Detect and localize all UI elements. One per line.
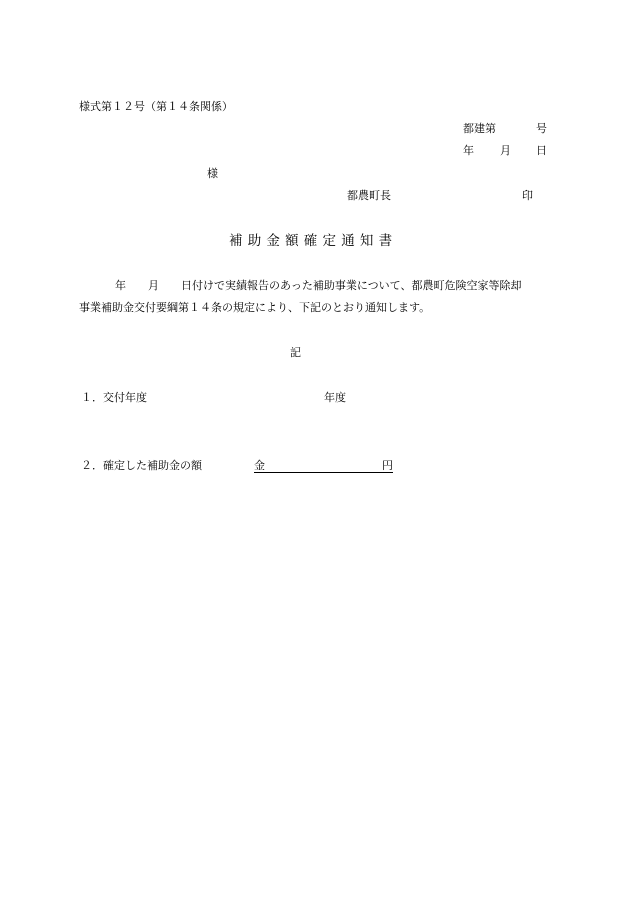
body-paragraph-line-2: 事業補助金交付要綱第１４条の規定により、下記のとおり通知します。 [79, 301, 431, 314]
date-year-label: 年 [463, 144, 474, 157]
item-fiscal-year-label: １．交付年度 [81, 391, 147, 404]
document-number-suffix: 号 [536, 122, 547, 135]
amount-suffix: 円 [382, 459, 393, 472]
amount-field [254, 460, 393, 473]
document-title: 補助金額確定通知書 [229, 233, 398, 249]
date-day-label: 日 [536, 144, 547, 157]
addressee-honorific: 様 [207, 167, 218, 180]
form-number: 様式第１２号（第１４条関係） [79, 100, 233, 113]
body-month-label: 月 [148, 279, 159, 292]
seal-mark: 印 [522, 189, 533, 202]
item-amount-label: ２．確定した補助金の額 [81, 459, 202, 472]
date-month-label: 月 [500, 144, 511, 157]
issuer-name: 都農町長 [347, 189, 391, 202]
body-paragraph-line-1 [79, 280, 521, 291]
amount-prefix: 金 [254, 459, 265, 472]
item-fiscal-year-unit: 年度 [324, 391, 346, 404]
body-year-label: 年 [115, 279, 126, 292]
body-text: 日付けで実績報告のあった補助事業について、都農町危険空家等除却 [181, 279, 522, 292]
ki-heading: 記 [290, 346, 301, 359]
document-number-prefix: 都建第 [463, 122, 496, 135]
